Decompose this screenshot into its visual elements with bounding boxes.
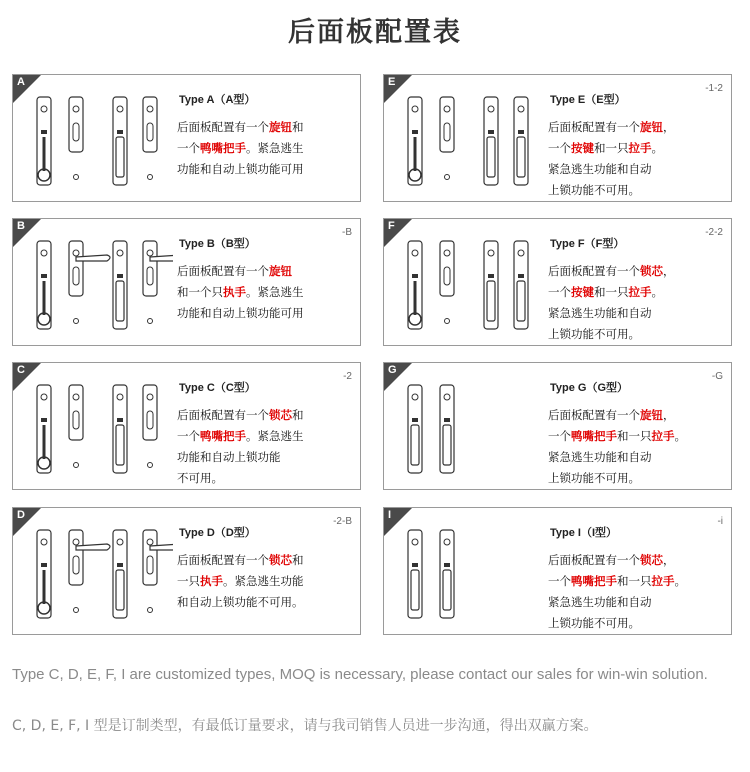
type-title: Type B（B型）: [179, 238, 256, 250]
highlighted-part: 锁芯: [640, 553, 663, 567]
back-plate: [113, 530, 127, 618]
config-card-i: [383, 507, 732, 635]
back-plate: [514, 241, 528, 329]
description-line: [177, 159, 357, 180]
description-text: 紧急逃生功能和自动: [548, 162, 652, 176]
model-code: -B: [342, 227, 352, 238]
model-code: -2: [343, 371, 352, 382]
description-line: [177, 282, 357, 303]
config-card-f: [383, 218, 732, 346]
description-line: [548, 550, 728, 571]
model-code: -2-2: [705, 227, 723, 238]
description-line: [177, 138, 357, 159]
escutcheon: [143, 385, 157, 468]
description-line: [548, 180, 728, 201]
description-text: 一个: [548, 285, 571, 299]
highlighted-part: 拉手: [651, 429, 675, 443]
screw-icon: [74, 608, 79, 613]
back-plate: [514, 97, 528, 185]
description-line: [548, 282, 728, 303]
description-text: 和一只: [594, 141, 629, 155]
description-line: [548, 117, 728, 138]
card-letter: B: [17, 220, 25, 232]
description-line: [548, 447, 728, 468]
description-line: [548, 303, 728, 324]
card-letter: I: [388, 509, 392, 521]
card-letter: F: [388, 220, 395, 232]
highlighted-part: 旋钮: [640, 408, 663, 422]
description-text: 和: [292, 553, 304, 567]
card-letter: E: [388, 76, 396, 88]
description-text: 。紧急逃生: [246, 141, 304, 155]
description-line: [177, 592, 357, 613]
type-description: [177, 405, 357, 489]
model-code: -2-B: [333, 516, 352, 527]
description-text: ，: [663, 553, 675, 567]
highlighted-part: 鸭嘴把手: [200, 141, 246, 155]
type-title: Type G（G型）: [550, 382, 629, 394]
config-card-e: [383, 74, 732, 202]
highlighted-part: 鸭嘴把手: [571, 429, 617, 443]
description-line: [548, 592, 728, 613]
description-text: 和一只: [617, 429, 652, 443]
highlighted-part: 执手: [223, 285, 246, 299]
config-card-d: [12, 507, 361, 635]
config-card-g: [383, 362, 732, 490]
description-line: [177, 405, 357, 426]
description-text: 上锁功能不可用。: [548, 471, 640, 485]
back-plate: [440, 385, 454, 473]
back-plate: [408, 385, 422, 473]
back-plate: [113, 97, 127, 185]
description-text: ，: [663, 120, 675, 134]
lock-diagram: [384, 75, 544, 202]
description-line: [177, 426, 357, 447]
highlighted-part: 拉手: [628, 285, 652, 299]
screw-icon: [148, 319, 153, 324]
screw-icon: [148, 608, 153, 613]
screw-icon: [74, 175, 79, 180]
lock-diagram: [384, 363, 544, 490]
description-text: 上锁功能不可用。: [548, 183, 640, 197]
highlighted-part: 锁芯: [269, 408, 292, 422]
type-description: [177, 117, 357, 180]
screw-icon: [74, 463, 79, 468]
screw-icon: [445, 319, 450, 324]
description-text: 功能和自动上锁功能: [177, 450, 281, 464]
description-line: [548, 613, 728, 634]
escutcheon: [440, 97, 454, 180]
description-line: [177, 468, 357, 489]
back-plate: [37, 385, 51, 473]
screw-icon: [74, 319, 79, 324]
escutcheon: [143, 241, 157, 324]
screw-icon: [148, 175, 153, 180]
lock-diagram: [13, 219, 173, 346]
highlighted-part: 拉手: [628, 141, 652, 155]
description-line: [548, 159, 728, 180]
description-line: [548, 138, 728, 159]
highlighted-part: 按键: [571, 285, 594, 299]
config-card-a: [12, 74, 361, 202]
highlighted-part: 执手: [200, 574, 223, 588]
description-text: 。紧急逃生: [246, 429, 304, 443]
description-text: 上锁功能不可用。: [548, 327, 640, 341]
type-description: [177, 550, 357, 613]
screw-icon: [148, 463, 153, 468]
card-letter: G: [388, 364, 397, 376]
back-plate: [113, 241, 127, 329]
screw-icon: [445, 175, 450, 180]
description-text: 。: [651, 141, 663, 155]
back-plate: [484, 97, 498, 185]
type-title: Type I（I型）: [550, 527, 618, 539]
description-text: 和一只: [594, 285, 629, 299]
highlighted-part: 锁芯: [269, 553, 292, 567]
highlighted-part: 锁芯: [640, 264, 663, 278]
highlighted-part: 拉手: [651, 574, 675, 588]
description-text: 紧急逃生功能和自动: [548, 450, 652, 464]
escutcheon: [143, 97, 157, 180]
description-text: 。: [674, 429, 686, 443]
description-text: 后面板配置有一个: [177, 264, 269, 278]
highlighted-part: 旋钮: [269, 264, 292, 278]
description-line: [548, 405, 728, 426]
description-line: [177, 571, 357, 592]
description-text: 功能和自动上锁功能可用: [177, 306, 304, 320]
description-text: 一只: [177, 574, 200, 588]
description-text: 紧急逃生功能和自动: [548, 306, 652, 320]
type-description: [177, 261, 357, 324]
description-line: [548, 261, 728, 282]
description-text: 紧急逃生功能和自动: [548, 595, 652, 609]
back-plate: [440, 530, 454, 618]
config-card-c: [12, 362, 361, 490]
description-line: [177, 447, 357, 468]
highlighted-part: 鸭嘴把手: [200, 429, 246, 443]
description-text: 不可用。: [177, 471, 223, 485]
description-text: 一个: [548, 141, 571, 155]
description-line: [548, 468, 728, 489]
escutcheon: [143, 530, 157, 613]
escutcheon: [69, 97, 83, 180]
lock-diagram: [384, 508, 544, 635]
description-text: ，: [663, 264, 675, 278]
type-title: Type F（F型）: [550, 238, 625, 250]
description-text: 和一只: [617, 574, 652, 588]
description-text: 和: [292, 120, 304, 134]
description-line: [177, 117, 357, 138]
back-plate: [37, 241, 51, 329]
lock-diagram: [13, 75, 173, 202]
lock-diagram: [13, 363, 173, 490]
page-title: 后面板配置表: [288, 17, 462, 48]
escutcheon: [440, 241, 454, 324]
lock-diagram: [384, 219, 544, 346]
escutcheon: [69, 530, 83, 613]
back-plate: [113, 385, 127, 473]
card-letter: A: [17, 76, 25, 88]
description-text: 和一个只: [177, 285, 223, 299]
description-text: 后面板配置有一个: [548, 408, 640, 422]
description-text: 后面板配置有一个: [177, 553, 269, 567]
description-text: 后面板配置有一个: [548, 120, 640, 134]
card-letter: C: [17, 364, 25, 376]
model-code: -1-2: [705, 83, 723, 94]
type-title: Type C（C型）: [179, 382, 256, 394]
description-text: 。紧急逃生: [246, 285, 304, 299]
back-plate: [408, 97, 422, 185]
description-text: 上锁功能不可用。: [548, 616, 640, 630]
description-text: 后面板配置有一个: [177, 408, 269, 422]
description-line: [548, 324, 728, 345]
escutcheon: [69, 241, 83, 324]
type-description: [548, 405, 728, 489]
description-text: 一个: [177, 141, 200, 155]
description-text: 。: [674, 574, 686, 588]
description-text: 后面板配置有一个: [548, 264, 640, 278]
description-text: 后面板配置有一个: [177, 120, 269, 134]
model-code: -G: [711, 371, 723, 382]
back-plate: [408, 241, 422, 329]
description-line: [548, 426, 728, 447]
type-title: Type A（A型）: [179, 94, 256, 106]
description-text: ，: [663, 408, 675, 422]
description-line: [177, 550, 357, 571]
type-description: [548, 550, 728, 634]
description-text: 功能和自动上锁功能可用: [177, 162, 304, 176]
highlighted-part: 按键: [571, 141, 594, 155]
model-code: -i: [717, 516, 723, 527]
highlighted-part: 旋钮: [640, 120, 663, 134]
description-text: 。: [651, 285, 663, 299]
type-title: Type D（D型）: [179, 527, 256, 539]
back-plate: [37, 97, 51, 185]
config-card-b: [12, 218, 361, 346]
description-text: 后面板配置有一个: [548, 553, 640, 567]
english-note: Type C, D, E, F, I are customized types, MOQ is necessary, please contact our sales for win-win solution.: [12, 666, 708, 683]
lock-diagram: [13, 508, 173, 635]
card-letter: D: [17, 509, 25, 521]
back-plate: [484, 241, 498, 329]
description-text: 一个: [548, 429, 571, 443]
description-line: [177, 261, 357, 282]
description-line: [177, 303, 357, 324]
description-text: 一个: [548, 574, 571, 588]
description-text: 和: [292, 408, 304, 422]
type-description: [548, 261, 728, 345]
highlighted-part: 旋钮: [269, 120, 292, 134]
type-description: [548, 117, 728, 201]
description-text: 。紧急逃生功能: [223, 574, 304, 588]
description-text: 和自动上锁功能不可用。: [177, 595, 304, 609]
description-text: 一个: [177, 429, 200, 443]
type-title: Type E（E型）: [550, 94, 626, 106]
back-plate: [37, 530, 51, 618]
escutcheon: [69, 385, 83, 468]
description-line: [548, 571, 728, 592]
chinese-note: C, D, E, F, I 型是订制类型，有最低订量要求，请与我司销售人员进一步沟通，得出双赢方案。: [12, 718, 598, 734]
back-plate: [408, 530, 422, 618]
highlighted-part: 鸭嘴把手: [571, 574, 617, 588]
